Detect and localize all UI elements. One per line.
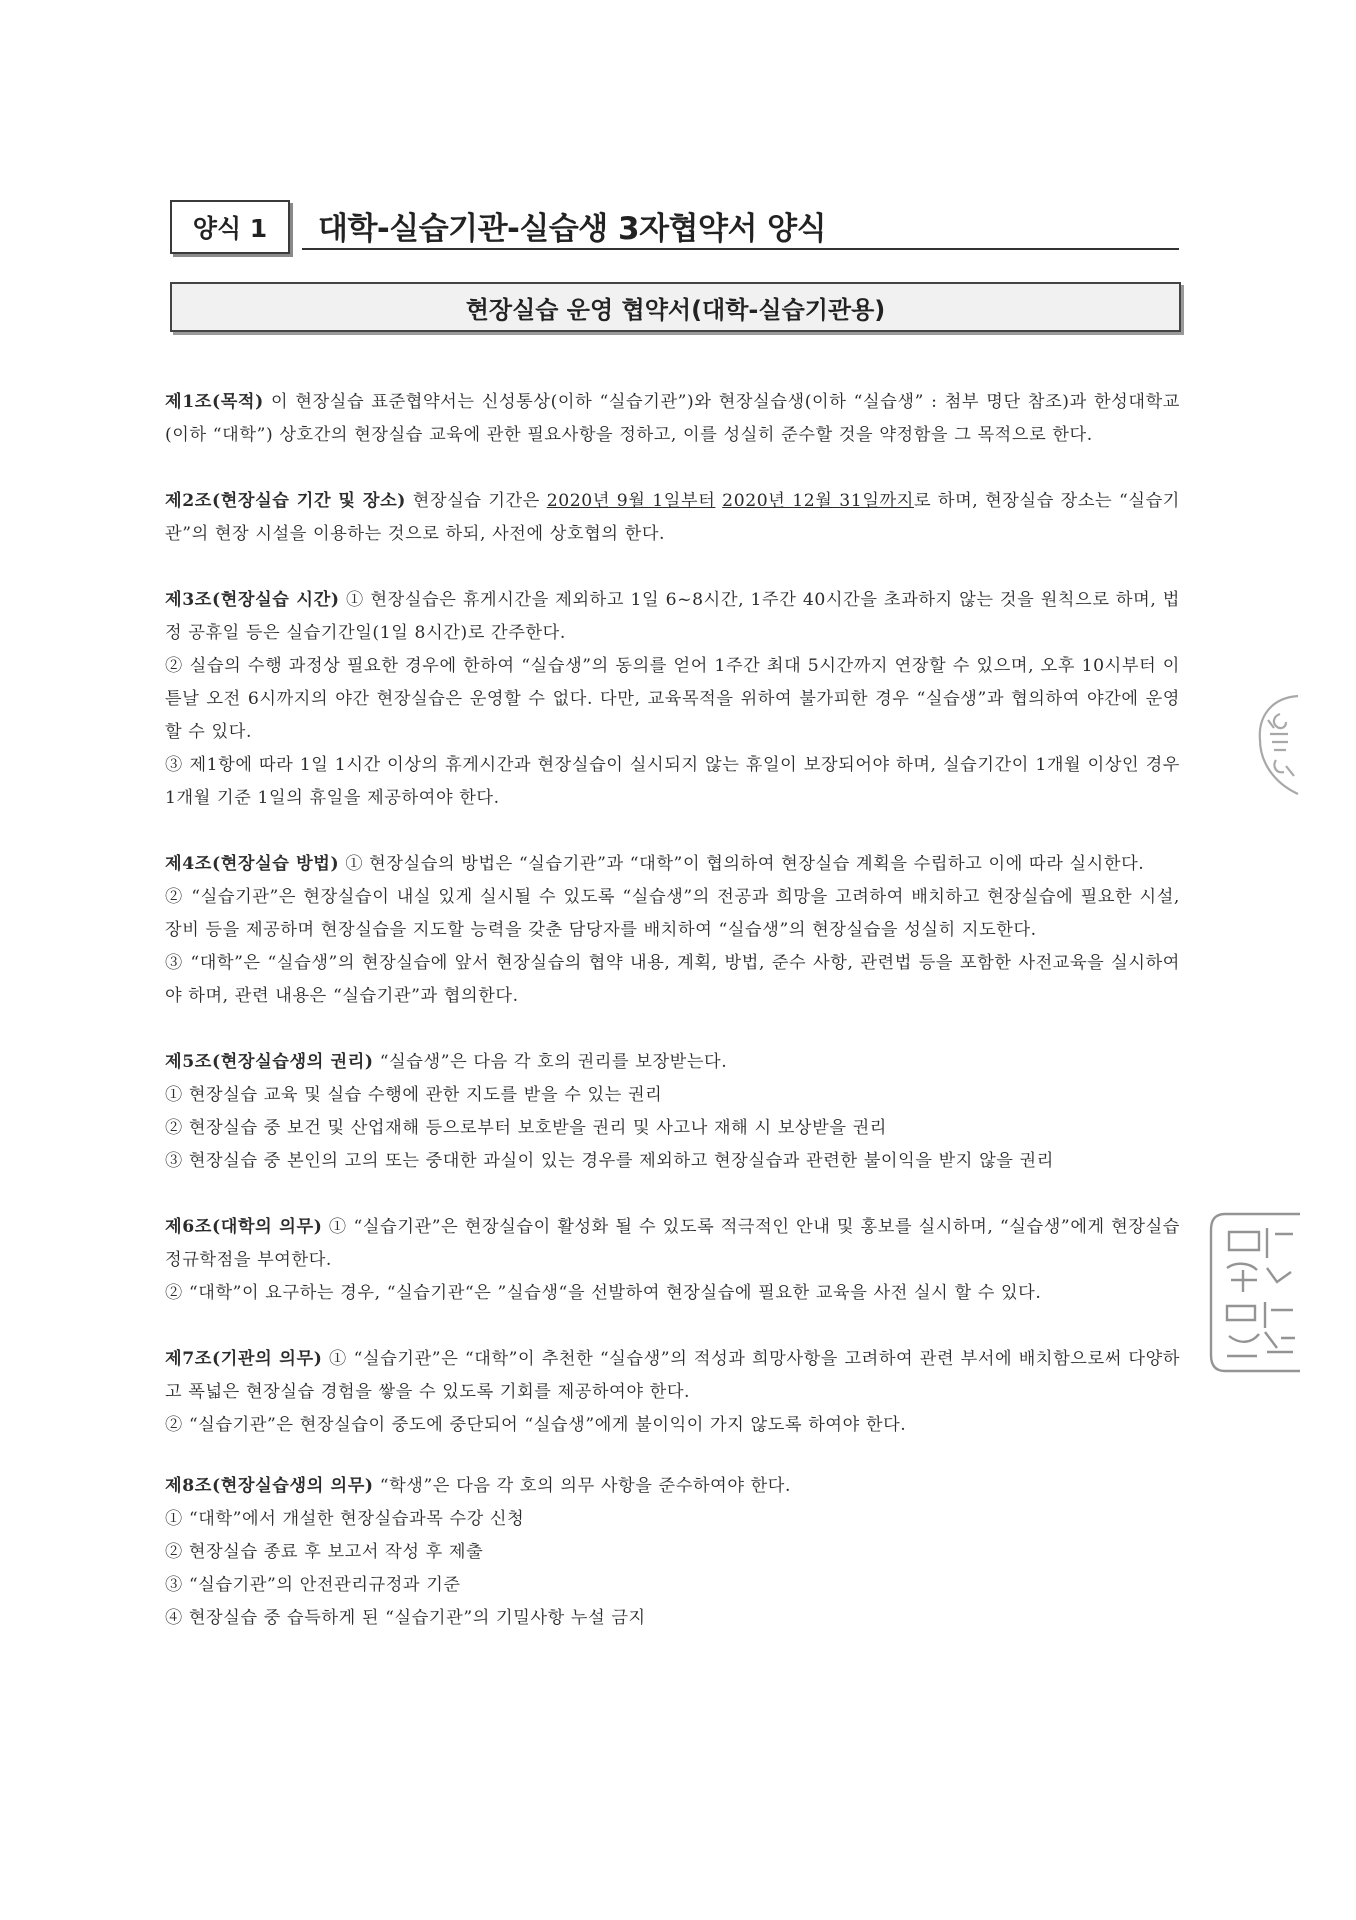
article-paragraph: ③ 현장실습 중 본인의 고의 또는 중대한 과실이 있는 경우를 제외하고 현장실습과 관련한 불이익을 받지 않을 권리 — [165, 1151, 1054, 1171]
article-paragraph: ① 현장실습 교육 및 실습 수행에 관한 지도를 받을 수 있는 권리 — [165, 1085, 663, 1105]
seal-stamp-icon — [1240, 690, 1300, 800]
article-heading: 제6조(대학의 의무) — [165, 1217, 323, 1237]
article-8 — [165, 1470, 1180, 1635]
article-paragraph: ① “대학”에서 개설한 현장실습과목 수강 신청 — [165, 1509, 525, 1529]
article-paragraph: ③ 제1항에 따라 1일 1시간 이상의 휴게시간과 현장실습이 실시되지 않는 휴일이 보장되어야 하며, 실습기간이 1개월 이상인 경우 1개월 기준 1일의 휴일을 제공하여야 한다. — [165, 755, 1180, 808]
article-6 — [165, 1211, 1180, 1310]
article-3 — [165, 584, 1180, 815]
article-text: ① 현장실습은 휴게시간을 제외하고 1일 6~8시간, 1주간 40시간을 초과하지 않는 것을 원칙으로 하며, 법정 공휴일 등은 실습기간일(1일 8시간)로 간주한다. — [165, 590, 1180, 643]
start-date: 2020년 9월 1일부터 — [546, 491, 716, 511]
form-tag: 양식 1 — [170, 200, 290, 254]
article-text: ① “실습기관”은 “대학”이 추천한 “실습생”의 적성과 희망사항을 고려하여 관련 부서에 배치함으로써 다양하고 폭넓은 현장실습 경험을 쌓을 수 있도록 기회를 제공하여야 한다. — [165, 1349, 1181, 1402]
article-paragraph: ② “실습기관”은 현장실습이 내실 있게 실시될 수 있도록 “실습생”의 전공과 희망을 고려하여 배치하고 현장실습에 필요한 시설, 장비 등을 제공하며 현장실습을 지도할 능력을 갖춘 담당자를 배치하여 “실습생”의 현장실습을 성실히 지도한다. — [165, 887, 1180, 940]
article-2 — [165, 485, 1180, 551]
title-underline — [302, 248, 1179, 250]
article-text: 이 현장실습 표준협약서는 신성통상(이하 “실습기관”)와 현장실습생(이하 “실습생” : 첨부 명단 참조)과 한성대학교(이하 “대학”) 상호간의 현장실습 교육에 관한 필요사항을 정하고, 이를 성실히 준수할 것을 약정함을 그 목적으로 한다. — [165, 392, 1180, 445]
article-5 — [165, 1046, 1180, 1178]
article-text: ① “실습기관”은 현장실습이 활성화 될 수 있도록 적극적인 안내 및 홍보를 실시하며, “실습생”에게 현장실습 정규학점을 부여한다. — [165, 1217, 1180, 1270]
article-text: 로 하며, 현장실습 장소는 “실습기관”의 현장 시설을 이용하는 것으로 하되, 사전에 상호협의 한다. — [165, 491, 1180, 544]
article-paragraph: ② 현장실습 종료 후 보고서 작성 후 제출 — [165, 1542, 484, 1562]
form-title: 대학-실습기관-실습생 3자협약서 양식 — [318, 211, 827, 247]
article-paragraph: ③ “실습기관”의 안전관리규정과 기준 — [165, 1575, 461, 1595]
article-text: 현장실습 기간은 — [412, 491, 540, 511]
end-date: 2020년 12월 31일까지 — [722, 491, 914, 511]
article-text: “실습생”은 다음 각 호의 권리를 보장받는다. — [379, 1052, 728, 1072]
article-1 — [165, 386, 1180, 452]
article-heading: 제4조(현장실습 방법) — [165, 854, 340, 874]
article-heading: 제3조(현장실습 시간) — [165, 590, 340, 610]
article-heading: 제7조(기관의 의무) — [165, 1349, 323, 1369]
article-paragraph: ② 현장실습 중 보건 및 산업재해 등으로부터 보호받을 권리 및 사고나 재해 시 보상받을 권리 — [165, 1118, 887, 1138]
seal-stamp-icon — [1205, 1210, 1300, 1375]
article-heading: 제2조(현장실습 기간 및 장소) — [165, 491, 407, 511]
article-paragraph: ② 실습의 수행 과정상 필요한 경우에 한하여 “실습생”의 동의를 얻어 1주간 최대 5시간까지 연장할 수 있으며, 오후 10시부터 이튿날 오전 6시까지의 야간 현장실습은 운영할 수 없다. 다만, 교육목적을 위하여 불가피한 경우 “실습생”과 협의하여 야간에 운영할 수 있다. — [165, 656, 1180, 742]
article-text: “학생”은 다음 각 호의 의무 사항을 준수하여야 한다. — [379, 1476, 792, 1496]
article-heading: 제5조(현장실습생의 권리) — [165, 1052, 374, 1072]
article-7 — [165, 1343, 1180, 1442]
agreement-body — [165, 386, 1180, 1668]
article-paragraph: ④ 현장실습 중 습득하게 된 “실습기관”의 기밀사항 누설 금지 — [165, 1608, 646, 1628]
article-paragraph: ③ “대학”은 “실습생”의 현장실습에 앞서 현장실습의 협약 내용, 계획, 방법, 준수 사항, 관련법 등을 포함한 사전교육을 실시하여야 하며, 관련 내용은 “실습기관”과 협의한다. — [165, 953, 1180, 1006]
article-paragraph: ② “대학”이 요구하는 경우, “실습기관“은 ”실습생“을 선발하여 현장실습에 필요한 교육을 사전 실시 할 수 있다. — [165, 1283, 1042, 1303]
article-4 — [165, 848, 1180, 1013]
article-heading: 제1조(목적) — [165, 392, 264, 412]
article-heading: 제8조(현장실습생의 의무) — [165, 1476, 374, 1496]
article-text: ① 현장실습의 방법은 “실습기관”과 “대학”이 협의하여 현장실습 계획을 수립하고 이에 따라 실시한다. — [345, 854, 1145, 874]
article-paragraph: ② “실습기관”은 현장실습이 중도에 중단되어 “실습생”에게 불이익이 가지 않도록 하여야 한다. — [165, 1415, 907, 1435]
agreement-subtitle: 현장실습 운영 협약서(대학-실습기관용) — [170, 282, 1181, 332]
